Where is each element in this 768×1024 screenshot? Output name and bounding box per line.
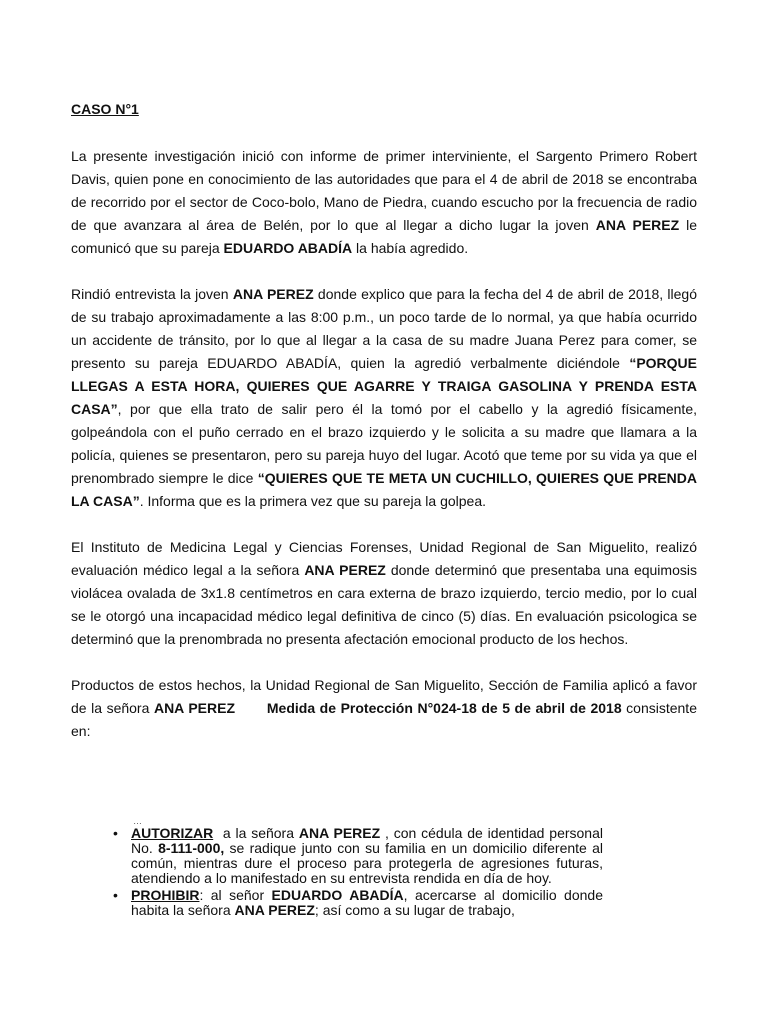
item-1-text-c: , con cédula de identidad personal No.: [131, 825, 603, 856]
p2-text-c: donde explico que para la fecha del 4 de abril de 2018, llegó de su trabajo aproximadamente a las 8:00 p.m., un poco tarde de lo normal, ya que había ocurrido un accidente de tránsito, por lo que al llegar a la casa de su madre Juana Perez para comer, se presento su pareja EDUARDO ABADÍA, quien la agredió verbalmente diciéndole: [71, 286, 698, 371]
p1-text-d: la había agredido.: [352, 240, 469, 256]
p1-text-a: La presente investigación inició con informe de primer interviniente, el Sargento Primero Robert Davis, quien pone en conocimiento de las autoridades que para el 4 de abril de 2018 se encontraba de recorrido por el sector de Coco-bolo, Mano de Piedra, cuando escucho por la frecuencia de radio de que avanzara al área de Belén, por lo que al llegar a dicho lugar la joven: [71, 148, 697, 233]
p4-name-ana: ANA PEREZ: [153, 700, 235, 716]
p3-text-a: El Instituto de Medicina Legal y Ciencias Forenses, Unidad Regional de San Miguelito, realizó evaluación médico legal a la señora: [71, 539, 697, 578]
p3-name-ana: ANA PEREZ: [304, 562, 386, 578]
list-marker: …: [133, 816, 142, 826]
item-2-text-d: ; así como a su lugar de trabajo,: [314, 902, 515, 918]
p2-text-e: . Informa que es la primera vez que su pareja la golpea.: [139, 493, 487, 509]
document-body: [71, 98, 697, 766]
item-2-text-a: : al señor: [199, 887, 272, 903]
case-title: CASO N°1: [71, 101, 139, 117]
p2-name-ana: ANA PEREZ: [232, 286, 314, 302]
p2-text-a: Rindió entrevista la joven: [71, 286, 233, 302]
item-1-id-number: 8-111-000,: [158, 840, 225, 856]
item-head-prohibir: PROHIBIR: [131, 887, 200, 903]
paragraph-4: [71, 674, 697, 743]
bullet-icon: •: [113, 825, 118, 841]
item-1-text-d: se radique junto con su familia en un domicilio diferente al común, mientras dure el proceso para protegerla de agresiones futuras, atendiendo a lo manifestado en su entrevista rendida en día de hoy.: [131, 840, 603, 886]
p1-name-ana: ANA PEREZ: [595, 217, 680, 233]
p3-text-c: donde determinó que presentaba una equimosis violácea ovalada de 3x1.8 centímetros en cara externa de brazo izquierdo, tercio medio, por lo cual se le otorgó una incapacidad médico legal definitiva de cinco (5) días. En evaluación psicologica se determinó que la prenombrada no presenta afectación emocional producto de los hechos.: [71, 562, 697, 647]
p2-text-d: , por que ella trato de salir pero él la tomó por el cabello y la agredió físicamente, golpeándola con el puño cerrado en el brazo izquierdo y le solicita a su madre que llamara a la policía, quienes se presentaron, pero su pareja huyo del lugar. Acotó que teme por su vida ya que el prenombrado siempre le dice: [71, 401, 697, 486]
p1-name-eduardo: EDUARDO ABADÍA: [223, 240, 353, 256]
list-item: [113, 888, 603, 918]
item-2-name-eduardo: EDUARDO ABADÍA: [271, 887, 404, 903]
measures-list: [113, 816, 603, 920]
list-item: [113, 826, 603, 886]
item-1-text-a: a la señora: [213, 825, 299, 841]
bullet-icon: •: [113, 887, 118, 903]
p2-quote-2: “QUIERES QUE TE META UN CUCHILLO, QUIERES QUE PRENDA LA CASA”: [71, 470, 697, 509]
p4-protection-measure: Medida de Protección N°024-18 de 5 de abril de 2018: [266, 700, 622, 716]
p4-text-d: consistente en:: [71, 700, 697, 739]
item-2-text-c: , acercarse al domicilio donde habita la señora: [131, 887, 603, 918]
paragraph-2: [71, 283, 697, 513]
p4-text-c: [235, 700, 267, 716]
p4-text-a: Productos de estos hechos, la Unidad Regional de San Miguelito, Sección de Familia aplicó a favor de la señora: [71, 677, 697, 716]
item-2-name-ana: ANA PEREZ: [234, 902, 315, 918]
item-1-name-ana: ANA PEREZ: [298, 825, 381, 841]
p1-text-c: le comunicó que su pareja: [71, 217, 697, 256]
item-head-autorizar: AUTORIZAR: [131, 825, 214, 841]
paragraph-3: [71, 536, 697, 651]
paragraph-1: [71, 145, 697, 260]
p2-quote-1: “PORQUE LLEGAS A ESTA HORA, QUIERES QUE AGARRE Y TRAIGA GASOLINA Y PRENDA ESTA CASA”: [71, 355, 697, 417]
